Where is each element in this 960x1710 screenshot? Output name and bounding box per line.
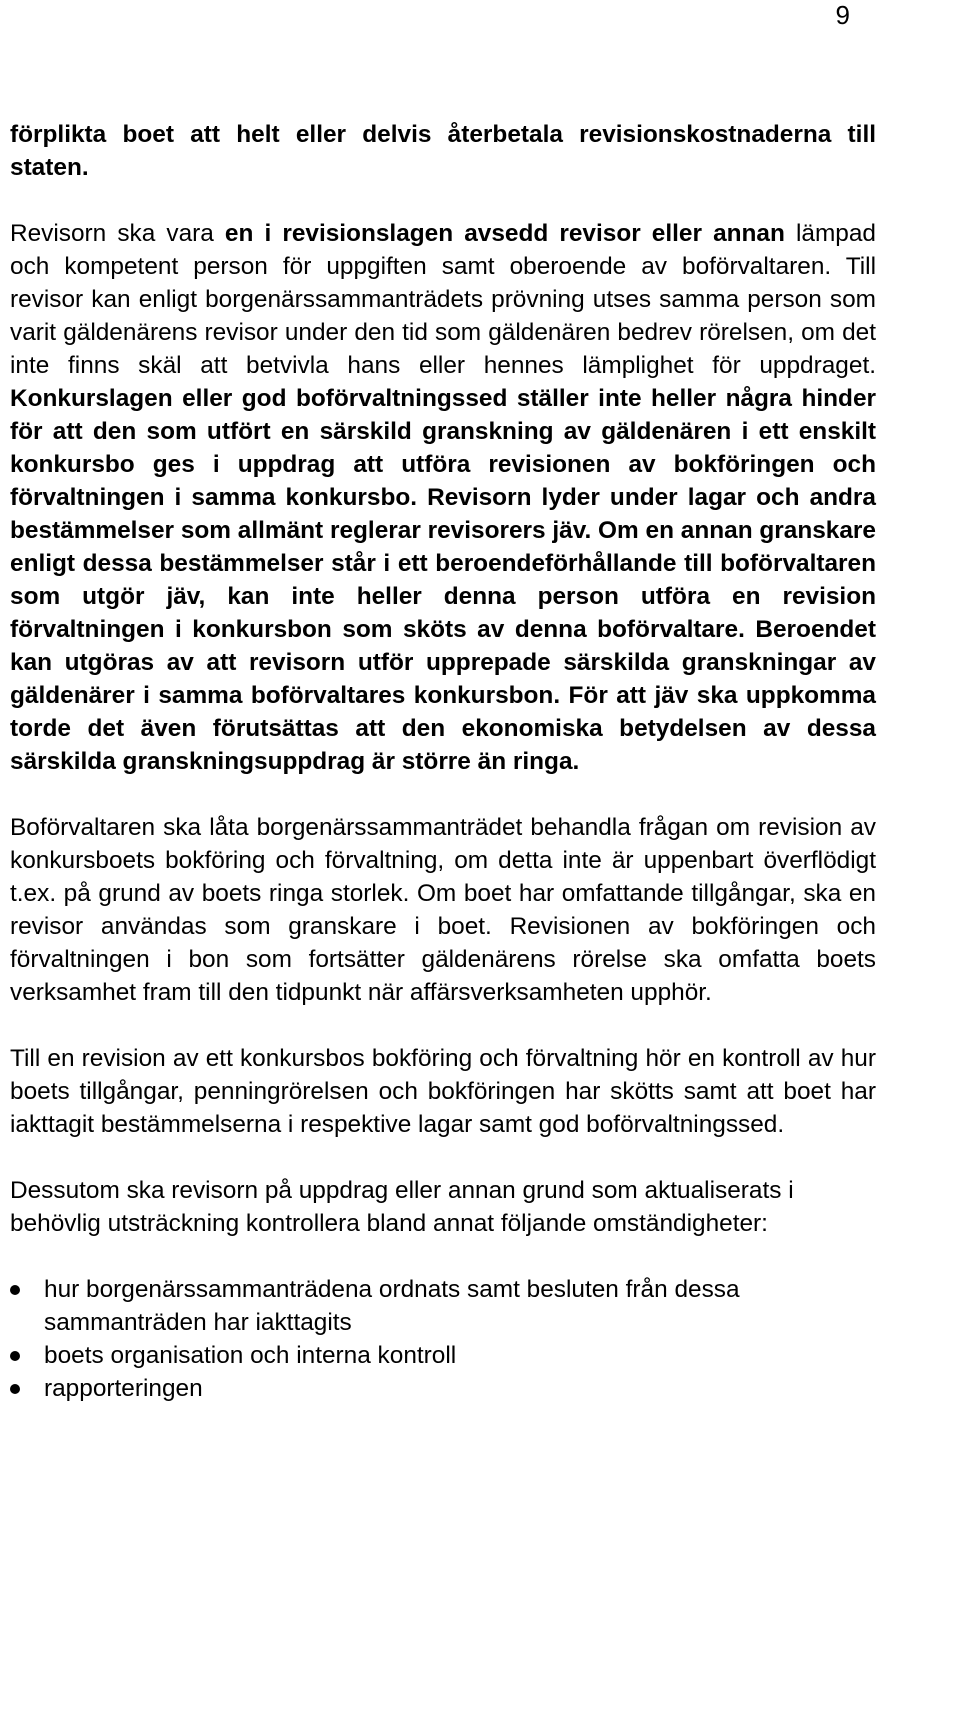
paragraph-2 <box>10 217 876 778</box>
page-number: 9 <box>835 0 850 30</box>
list-item-text: boets organisation och interna kontroll <box>44 1342 457 1369</box>
paragraph-5 <box>10 1174 876 1240</box>
document-body <box>10 118 876 1405</box>
list-item-text: hur borgenärssammanträdena ordnats samt besluten från dessa sammanträden har iakttagits <box>44 1276 740 1336</box>
text-segment: Boförvaltaren ska låta borgenärssammanträdet behandla frågan om revision av konkursboets bokföring och förvaltning, om detta inte är uppenbart överflödigt t.ex. på grund av boets ringa storlek. Om boet har omfattande tillgångar, ska en revisor användas som granskare i boet. Revisionen av bokföringen och förvaltningen i bon som fortsätter gäldenärens rörelse ska omfatta boets verksamhet fram till den tidpunkt när affärsverksamheten upphör. <box>10 814 876 1006</box>
paragraph-4 <box>10 1042 876 1141</box>
text-segment: förplikta boet att helt eller delvis återbetala revisionskostnaderna till staten. <box>10 121 876 181</box>
text-segment: Revisorn ska vara <box>10 220 225 247</box>
list-item-text: rapporteringen <box>44 1375 203 1402</box>
bullet-icon <box>10 1285 20 1295</box>
paragraph-1 <box>10 118 876 184</box>
text-segment: lämpad och kompetent person för uppgiften samt oberoende av boförvaltaren. Till revisor kan enligt borgenärssammanträdets prövning utses samma person som varit gäldenärens revisor under den tid som gäldenären bedrev rörelsen, om det inte finns skäl att betvivla hans eller hennes lämplighet för uppdraget. <box>10 220 876 379</box>
text-segment: en i revisionslagen avsedd revisor eller annan <box>224 220 785 247</box>
text-segment: Konkurslagen eller god boförvaltningssed ställer inte heller några hinder för att den som utfört en särskild granskning av gäldenären i ett enskilt konkursbo ges i uppdrag att utföra revisionen av bokföringen och förvaltningen i samma konkursbo. Revisorn lyder under lagar och andra bestämmelser som allmänt reglerar revisorers jäv. Om en annan granskare enligt dessa bestämmelser står i ett beroendeförhållande till boförvaltaren som utgör jäv, kan inte heller denna person utföra en revision förvaltningen i konkursbon som sköts av denna boförvaltare. Beroendet kan utgöras av att revisorn utför upprepade särskilda granskningar av gäldenärer i samma boförvaltares konkursbon. För att jäv ska uppkomma torde det även förutsättas att den ekonomiska betydelsen av dessa särskilda granskningsuppdrag är större än ringa. <box>10 385 876 775</box>
paragraph-3 <box>10 811 876 1009</box>
bullet-icon <box>10 1351 20 1361</box>
text-segment: Dessutom ska revisorn på uppdrag eller annan grund som aktualiserats i behövlig utsträckning kontrollera bland annat följande omständigheter: <box>10 1177 794 1237</box>
list-item <box>10 1372 876 1405</box>
list-item <box>10 1339 876 1372</box>
text-segment: Till en revision av ett konkursbos bokföring och förvaltning hör en kontroll av hur boets tillgångar, penningrörelsen och bokföringen har skötts samt att boet har iakttagit bestämmelserna i respektive lagar samt god boförvaltningssed. <box>10 1045 876 1138</box>
list-item <box>10 1273 876 1339</box>
bullet-icon <box>10 1384 20 1394</box>
bullet-list <box>10 1273 876 1405</box>
